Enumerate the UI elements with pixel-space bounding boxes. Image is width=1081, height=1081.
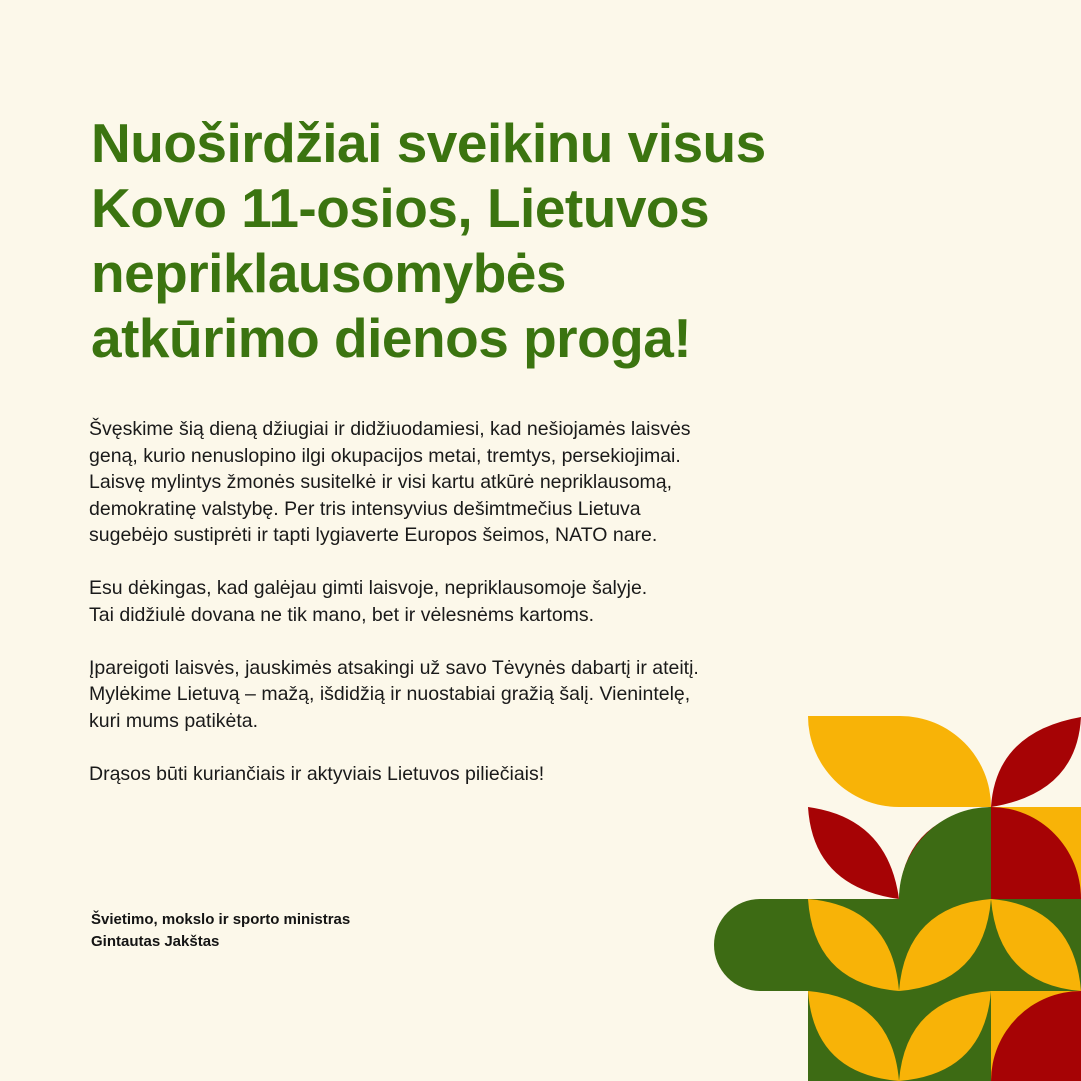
body-line: geną, kurio nenuslopino ilgi okupacijos metai, tremtys, persekiojimai. bbox=[89, 444, 681, 467]
body-line: Drąsos būti kuriančiais ir aktyviais Lietuvos piliečiais! bbox=[89, 762, 545, 785]
body-line: Įpareigoti laisvės, jauskimės atsakingi už savo Tėvynės dabartį ir ateitį. bbox=[89, 656, 699, 679]
body-line: Švęskime šią dieną džiugiai ir didžiuodamiesi, kad nešiojamės laisvės bbox=[89, 418, 691, 440]
headline-line: Nuoširdžiai sveikinu visus bbox=[91, 112, 766, 174]
body-line: Tai didžiulė dovana ne tik mano, bet ir vėlesnėms kartoms. bbox=[89, 603, 595, 626]
paragraph-celebration bbox=[89, 416, 829, 549]
body-line: Mylėkime Lietuvą – mažą, išdidžią ir nuostabiai gražią šalį. Vienintelę, bbox=[89, 683, 691, 705]
green-quarter bbox=[899, 807, 991, 899]
red-petal bbox=[808, 807, 899, 899]
headline bbox=[91, 111, 931, 371]
signature-name: Gintautas Jakštas bbox=[91, 933, 220, 950]
body-line: Laisvę mylintys žmonės susitelkė ir visi kartu atkūrė nepriklausomą, bbox=[89, 471, 673, 493]
headline-line: atkūrimo dienos proga! bbox=[91, 307, 692, 369]
headline-line: Kovo 11-osios, Lietuvos bbox=[91, 177, 710, 239]
signature-title: Švietimo, mokslo ir sporto ministras bbox=[91, 911, 351, 928]
body-line: kuri mums patikėta. bbox=[89, 709, 259, 732]
body-line: Esu dėkingas, kad galėjau gimti laisvoje, nepriklausomoje šalyje. bbox=[89, 577, 648, 599]
body-line: demokratinę valstybę. Per tris intensyvius dešimtmečius Lietuva bbox=[89, 497, 641, 520]
headline-line: nepriklausomybės bbox=[91, 242, 566, 304]
red-petal bbox=[991, 717, 1081, 807]
body-line: sugebėjo sustiprėti ir tapti lygiaverte Europos šeimos, NATO nare. bbox=[89, 524, 658, 546]
paragraph-gratitude bbox=[89, 575, 829, 628]
folk-ornament bbox=[712, 714, 1081, 1081]
yellow-leaf bbox=[808, 716, 991, 807]
signature bbox=[91, 909, 350, 953]
